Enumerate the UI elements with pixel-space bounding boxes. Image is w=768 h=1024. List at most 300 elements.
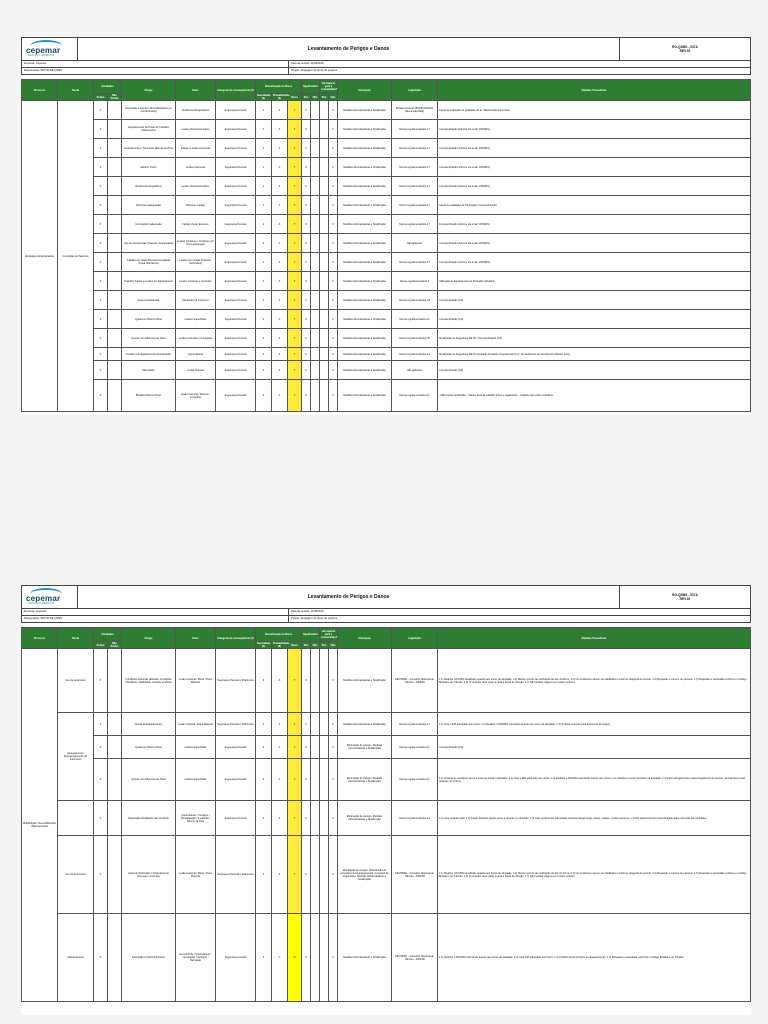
community-no-cell: X xyxy=(329,177,338,196)
col-header-significativo: Significativo xyxy=(302,628,320,642)
legislation-cell: Norma regulamentadora 6 xyxy=(392,272,438,291)
hierarchy-cell: Eliminação de perigos. Substituição de procedimentos/equipamentos. Controles de engenharia. Medidas Administrativas e Sinalização xyxy=(338,836,392,914)
routine-mark: X xyxy=(94,736,108,759)
col-header-processo: Processo xyxy=(22,80,58,101)
routine-mark: X xyxy=(94,234,108,253)
category-cell: Segurança Pessoal xyxy=(216,139,256,158)
task-cell: Uso de Automóvel xyxy=(58,649,94,713)
hierarchy-cell: Medidas Administrativas e Sinalização xyxy=(338,215,392,234)
severity-cell: 1 xyxy=(256,215,272,234)
community-yes-cell xyxy=(320,158,329,177)
hazard-cell: Água Contaminada xyxy=(122,291,176,310)
community-yes-cell xyxy=(320,177,329,196)
significant-no-cell xyxy=(311,234,320,253)
logo-name: cepemar xyxy=(26,594,61,603)
preventive-measures-cell: Conscientização (informe via email, DDS/MS). xyxy=(438,120,751,139)
col-header-tarefa: Tarefa xyxy=(58,628,94,649)
significant-yes-cell: X xyxy=(302,196,311,215)
non-routine-mark xyxy=(108,139,122,158)
routine-mark: X xyxy=(94,310,108,329)
community-no-cell: X xyxy=(329,196,338,215)
community-no-cell: X xyxy=(329,380,338,412)
community-yes-cell xyxy=(320,215,329,234)
hierarchy-cell: Medidas Administrativas e Sinalização xyxy=(338,253,392,272)
info-row-2 xyxy=(21,616,751,623)
hierarchy-cell: Eliminação de perigos. Medidas Administrativas e Sinalização xyxy=(338,801,392,836)
category-cell: Segurança Pessoal xyxy=(216,272,256,291)
severity-cell: 2 xyxy=(256,736,272,759)
preventive-measures-cell: Conscientização (informe via email, DDS/MS). xyxy=(438,139,751,158)
hazard-table-2 xyxy=(21,627,751,1002)
hierarchy-cell: Medidas Administrativas e Sinalização xyxy=(338,361,392,380)
sub-header-probabilidade: Probabilidade (3) xyxy=(273,642,290,648)
preventive-measures-cell: 1.1) Realizar LOGISIM atualizado quando aos riscos de atividade. 1.2) Manter veículo de verificação do dia conforme. 1.3) Os condutores devem ser habilitados conforme categoria do veículo. 1.4) Respeitar o número de pessoas. 1.5) Respeitar a velocidade conforme o Código Brasileiro de Trânsito. 1.6) O condutor deve parar a cada 2 horas de direção. 1.7) Não realizar viagens em horário noturno. xyxy=(438,649,751,713)
hazard-cell: Exposição a Hidrocarbonetos xyxy=(122,914,176,1002)
hazard-row xyxy=(22,914,751,1002)
non-routine-mark xyxy=(108,253,122,272)
community-yes-cell xyxy=(320,272,329,291)
logo-subtitle: SERVIÇOS AMBIENTAIS xyxy=(28,603,55,605)
routine-mark: X xyxy=(94,139,108,158)
significant-yes-cell: X xyxy=(302,329,311,348)
hazard-cell: Queda de Equipamentos xyxy=(122,713,176,736)
community-no-cell: X xyxy=(329,914,338,1002)
category-cell: Segurança Pessoal xyxy=(216,120,256,139)
damage-cell: Lesão Corporal / Entorse / Luxações xyxy=(176,380,216,412)
company-logo xyxy=(22,38,78,60)
legislation-cell: CENTRAN - Conselho Nacional de Trânsito - 2006/08 xyxy=(392,836,438,914)
legislation-cell: Não aplicável xyxy=(392,234,438,253)
hierarchy-cell: Medidas Administrativas e Sinalização xyxy=(338,158,392,177)
damage-cell: Lesão Corporal / Dano Material xyxy=(176,713,216,736)
legislation-cell: Norma regulamentadora 11 xyxy=(392,736,438,759)
community-yes-cell xyxy=(320,253,329,272)
category-cell: Segurança Pessoal xyxy=(216,736,256,759)
category-cell: Segurança Pessoal xyxy=(216,801,256,836)
hazard-cell: Queda com Diferença de Nível xyxy=(122,329,176,348)
hazard-row xyxy=(22,310,751,329)
category-cell: Segurança pessoal xyxy=(216,914,256,1002)
preventive-measures-cell: Conscientização (informe via email, DDS/MS). xyxy=(438,215,751,234)
sub-header-risco: Risco xyxy=(288,642,302,649)
hazard-table-1 xyxy=(21,79,751,412)
legislation-cell: Norma regulamentadora 21 xyxy=(392,801,438,836)
community-no-cell: X xyxy=(329,291,338,310)
routine-mark: X xyxy=(94,380,108,412)
hazard-row xyxy=(22,649,751,713)
non-routine-mark xyxy=(108,713,122,736)
task-cell: Uso de Automóvel xyxy=(58,836,94,914)
project-field: Projeto: Dragagem do berço de projetos xyxy=(291,69,338,72)
legislation-cell: Norma regulamentadora 17 xyxy=(392,253,438,272)
legislation-cell: CENTRAN - Conselho Nacional de Trânsito - 2006/08 xyxy=(392,649,438,713)
project-field: Projeto: Dragagem do berço de projetos xyxy=(291,617,338,620)
significant-no-cell xyxy=(311,139,320,158)
probability-cell: A xyxy=(272,215,288,234)
community-yes-cell xyxy=(320,101,329,120)
damage-cell: Lesões Cortosas e Cortantes xyxy=(176,272,216,291)
hazard-row xyxy=(22,272,751,291)
risk-level-cell: T xyxy=(288,329,302,348)
damage-cell: Lesões Osteomusculares xyxy=(176,177,216,196)
hierarchy-cell: Medidas Administrativas e Sinalização xyxy=(338,348,392,361)
damage-cell: Desconforto / Queimaduras / Intoxicação / Vertigem / Dermatite xyxy=(176,914,216,1002)
non-routine-mark xyxy=(108,272,122,291)
sheet-header xyxy=(21,585,751,609)
probability-cell: A xyxy=(272,759,288,801)
severity-cell: 3 xyxy=(256,836,272,914)
probability-cell: A xyxy=(272,139,288,158)
document-code-block xyxy=(620,586,750,608)
risk-level-cell: T xyxy=(288,158,302,177)
col-header-significativo: Significativo xyxy=(302,80,320,94)
col-header-categoria: Categoria de consequência (1) xyxy=(216,628,256,649)
severity-cell: 2 xyxy=(256,713,272,736)
community-no-cell: X xyxy=(329,253,338,272)
probability-cell: A xyxy=(272,736,288,759)
significant-no-cell xyxy=(311,348,320,361)
significant-yes-cell: X xyxy=(302,713,311,736)
routine-mark: X xyxy=(94,348,108,361)
col-header-tarefa: Tarefa xyxy=(58,80,94,101)
category-cell: Segurança Pessoal xyxy=(216,177,256,196)
damage-cell: Lesões por Queda (Fraturas, Contusões) xyxy=(176,253,216,272)
community-yes-cell xyxy=(320,649,329,713)
preventive-measures-cell: Conscientização (CA). xyxy=(438,736,751,759)
hazard-row xyxy=(22,253,751,272)
hazard-row xyxy=(22,101,751,120)
hazard-cell: Trabalho Sujeito a Lesões por Equipamento xyxy=(122,272,176,291)
hazard-row xyxy=(22,736,751,759)
routine-mark: X xyxy=(94,713,108,736)
col-header-legislacao: Legislação xyxy=(392,80,438,101)
hierarchy-cell: Medidas Administrativas e Sinalização xyxy=(338,291,392,310)
company-field: Empresa: Cepemar xyxy=(22,61,289,67)
hierarchy-cell: Medidas Administrativas e Sinalização xyxy=(338,649,392,713)
significant-no-cell xyxy=(311,253,320,272)
document-code: RG-QSMS - 037A xyxy=(672,593,698,597)
significant-yes-cell: X xyxy=(302,139,311,158)
non-routine-mark xyxy=(108,914,122,1002)
severity-cell: 1 xyxy=(256,253,272,272)
category-cell: Segurança Pessoal e Patrimonio xyxy=(216,713,256,736)
category-cell: Segurança Pessoal xyxy=(216,310,256,329)
damage-cell: Fadiga Visual, Estresse xyxy=(176,215,216,234)
severity-cell: 1 xyxy=(256,139,272,158)
damage-cell: Lesões Superficiais xyxy=(176,310,216,329)
legislation-cell: Norma regulamentadora 17 xyxy=(392,120,438,139)
hazard-row xyxy=(22,291,751,310)
significant-yes-cell: X xyxy=(302,380,311,412)
category-cell: Segurança Pessoal xyxy=(216,158,256,177)
sub-header-sim-impacto: Sim xyxy=(320,94,329,101)
probability-cell: A xyxy=(272,329,288,348)
severity-cell: 2 xyxy=(256,234,272,253)
col-header-legislacao: Legislação xyxy=(392,628,438,649)
sub-header-sim-impacto: Sim xyxy=(320,642,329,649)
preventive-measures-cell: Conscientização (CA). xyxy=(438,361,751,380)
community-yes-cell xyxy=(320,736,329,759)
risk-level-cell: T xyxy=(288,177,302,196)
risk-level-cell: T xyxy=(288,801,302,836)
col-header-classificacao: Classificação do Risco xyxy=(256,628,302,642)
legislation-cell: Norma regulamentadora 17 xyxy=(392,713,438,736)
community-no-cell: X xyxy=(329,361,338,380)
legislation-cell: Norma regulamentadora 11 xyxy=(392,759,438,801)
hierarchy-cell: Medidas Administrativas e Sinalização xyxy=(338,272,392,291)
severity-cell: 2 xyxy=(256,329,272,348)
sub-header-nao-impacto: Não xyxy=(329,642,338,649)
hazard-cell: Acidente Rodoviário / Atropelamento (Pessoas e Animais) xyxy=(122,836,176,914)
hazard-row xyxy=(22,158,751,177)
probability-cell: A xyxy=(272,649,288,713)
col-header-impacto: Há impacto para a comunidade? xyxy=(320,80,338,94)
hierarchy-cell: Medidas Administrativas e Sinalização xyxy=(338,177,392,196)
significant-yes-cell: X xyxy=(302,801,311,836)
col-header-atividades: Atividades xyxy=(94,80,122,94)
non-routine-mark xyxy=(108,759,122,801)
hazard-row xyxy=(22,836,751,914)
risk-level-cell: T xyxy=(288,649,302,713)
sub-header-severidade: Severidade (2) xyxy=(257,94,271,100)
hierarchy-cell: Medidas Administrativas e Sinalização xyxy=(338,914,392,1002)
legislation-cell: Norma regulamentadora 17 xyxy=(392,196,438,215)
significant-yes-cell: X xyxy=(302,272,311,291)
significant-yes-cell: X xyxy=(302,253,311,272)
significant-no-cell xyxy=(311,310,320,329)
non-routine-mark xyxy=(108,361,122,380)
preventive-measures-cell: 1.1) Realizar LOGISIM atualizado quando aos riscos de atividade. 1.2) Manter veículo de verificação do dia conforme. 1.3) Os condutores devem ser habilitados conforme categoria do veículo. 1.4) Respeitar o número de pessoas. 1.5) Respeitar a velocidade conforme o Código Brasileiro de Trânsito. 1.6) O condutor deve parar a cada 2 horas de direção. 1.7) Não realizar viagens em horário noturno. xyxy=(438,836,751,914)
hazard-cell: Contato com Equipamentos Energizados xyxy=(122,348,176,361)
damage-cell: Lesões Superficiais xyxy=(176,759,216,801)
significant-no-cell xyxy=(311,736,320,759)
damage-cell: Mal Estar por Consumo xyxy=(176,291,216,310)
risk-level-cell: T xyxy=(288,713,302,736)
legislation-cell: Norma regulamentadora 17 xyxy=(392,139,438,158)
community-no-cell: X xyxy=(329,348,338,361)
significant-yes-cell: X xyxy=(302,234,311,253)
non-routine-mark xyxy=(108,380,122,412)
col-header-hierarquia: Hierarquia xyxy=(338,80,392,101)
probability-cell: A xyxy=(272,836,288,914)
col-header-dano: Dano xyxy=(176,628,216,649)
col-header-classificacao: Classificação do Risco xyxy=(256,80,302,94)
routine-mark: X xyxy=(94,759,108,801)
significant-no-cell xyxy=(311,120,320,139)
community-yes-cell xyxy=(320,914,329,1002)
preventive-measures-cell: Conscientização (CA). xyxy=(438,291,751,310)
damage-cell: Lesão Pessoal xyxy=(176,361,216,380)
risk-level-cell: T xyxy=(288,310,302,329)
risk-level-cell: T xyxy=(288,361,302,380)
hazard-row xyxy=(22,139,751,158)
significant-no-cell xyxy=(311,649,320,713)
hierarchy-cell: Medidas Administrativas e Sinalização xyxy=(338,329,392,348)
hazard-row xyxy=(22,215,751,234)
hazard-row xyxy=(22,329,751,348)
col-header-processo: Processo xyxy=(22,628,58,649)
sub-header-nao_rotina: Não Rotina xyxy=(108,642,122,649)
hierarchy-cell: Medidas Administrativas e Sinalização xyxy=(338,713,392,736)
non-routine-mark xyxy=(108,196,122,215)
hierarchy-cell: Medidas Administrativas e Sinalização xyxy=(338,120,392,139)
responsible-field: Responsável: SETOR DE QSMS xyxy=(22,68,289,74)
task-cell xyxy=(58,801,94,836)
risk-level-cell: T xyxy=(288,736,302,759)
preventive-measures-cell: Conscientização (informe via email, DDS/MS). xyxy=(438,177,751,196)
hazard-row xyxy=(22,713,751,736)
hierarchy-cell: Medidas Administrativas e Sinalização xyxy=(338,196,392,215)
sub-header-nao: Não xyxy=(311,94,320,101)
damage-cell: Estresse, Fadiga xyxy=(176,196,216,215)
preventive-measures-cell: Sinalização de Segurança NR 35 / Conscientização (CA). xyxy=(438,329,751,348)
damage-cell: Lesões Cortosas e Contusões xyxy=(176,329,216,348)
hazard-sheet-page-2 xyxy=(21,585,751,1015)
category-cell: Segurança Pessoal xyxy=(216,329,256,348)
legislation-cell: Norma regulamentadora 10 xyxy=(392,348,438,361)
damage-cell: Problemas Respiratórios xyxy=(176,101,216,120)
document-title: Levantamento de Perigos e Danos xyxy=(78,586,620,608)
significant-no-cell xyxy=(311,329,320,348)
damage-cell: Lesões Osteomusculares xyxy=(176,120,216,139)
community-no-cell: X xyxy=(329,736,338,759)
risk-level-cell: T xyxy=(288,759,302,801)
community-no-cell: X xyxy=(329,120,338,139)
col-header-impacto: Há impacto para a comunidade? xyxy=(320,628,338,642)
community-no-cell: X xyxy=(329,649,338,713)
hierarchy-cell: Medidas Administrativas e Sinalização xyxy=(338,234,392,253)
col-header-perigo: Perigo xyxy=(122,628,176,649)
community-yes-cell xyxy=(320,361,329,380)
hazard-cell: Movimentos Repetitivos xyxy=(122,177,176,196)
significant-no-cell xyxy=(311,158,320,177)
col-header-medidas: Medidas Preventivas xyxy=(438,80,751,101)
logo-subtitle: SERVIÇOS AMBIENTAIS xyxy=(28,55,55,57)
probability-cell: A xyxy=(272,713,288,736)
significant-no-cell xyxy=(311,291,320,310)
probability-cell: A xyxy=(272,120,288,139)
severity-cell: 2 xyxy=(256,291,272,310)
category-cell: Segurança Pessoal xyxy=(216,215,256,234)
hazard-cell: Queda em Mesmo Nível xyxy=(122,310,176,329)
legislation-cell: Norma regulamentadora 17 xyxy=(392,177,438,196)
preventive-measures-cell: 1.1) Usar protetor solar. 1.2) Ingerir bastante líquido antes e durante a exposição. 1.3) Usar vestimentas adequadas (camisa manga longa, calças, chapéu, óculos escuros). 1.4) Dar preferência por local abrigado para execução das atividades. xyxy=(438,801,751,836)
community-no-cell: X xyxy=(329,139,338,158)
category-cell: Segurança Pessoal xyxy=(216,196,256,215)
community-yes-cell xyxy=(320,120,329,139)
community-yes-cell xyxy=(320,234,329,253)
hazard-cell: Equipamentos de Posto de Trabalho Inadequados xyxy=(122,120,176,139)
community-yes-cell xyxy=(320,380,329,412)
col-header-perigo: Perigo xyxy=(122,80,176,101)
col-header-categoria: Categoria de consequência (1) xyxy=(216,80,256,101)
legislation-cell: Portaria Federal 3523/98 ANVISA (Resolução RE9) xyxy=(392,101,438,120)
hazard-cell: Condições Adversas (Estrada, Condições Climáticas, Visibilidade, Animais na Pista) xyxy=(122,649,176,713)
preventive-measures-cell: Laudo de avaliação de qualidade do ar. Manutenção preventiva. xyxy=(438,101,751,120)
probability-cell: A xyxy=(272,310,288,329)
community-no-cell: X xyxy=(329,101,338,120)
routine-mark: X xyxy=(94,801,108,836)
preventive-measures-cell: Utilização de Equipamento de Proteção Individual. xyxy=(438,272,751,291)
task-cell: Abastecimento xyxy=(58,914,94,1002)
document-revision: REV.02 xyxy=(679,49,691,53)
document-code-block xyxy=(620,38,750,60)
damage-cell: Lesões Cortosas e Cortantes por Uso Inadequado xyxy=(176,234,216,253)
sub-header-risco: Risco xyxy=(288,94,302,101)
category-cell: Segurança Pessoal xyxy=(216,234,256,253)
community-yes-cell xyxy=(320,713,329,736)
risk-level-cell: T xyxy=(288,836,302,914)
hazard-row xyxy=(22,801,751,836)
probability-cell: A xyxy=(272,234,288,253)
preventive-measures-cell: - Mão interior sinalizada; - Manter local de trabalho limpo e organizado; - Cuidado com pisos molhados. xyxy=(438,380,751,412)
non-routine-mark xyxy=(108,836,122,914)
severity-cell: 2 xyxy=(256,272,272,291)
risk-level-cell: T xyxy=(288,291,302,310)
sub-header-nao_rotina: Não Rotina xyxy=(108,94,122,101)
probability-cell: A xyxy=(272,291,288,310)
preventive-measures-cell: 1.1) Usar o EPI adequado aos riscos. 1.2) Realizar o DDS/MS orientando quanto aos riscos da atividade. 1.3) Ordenar pessoas para transporte de cargas. xyxy=(438,713,751,736)
probability-cell: A xyxy=(272,253,288,272)
hazard-row xyxy=(22,380,751,412)
routine-mark: X xyxy=(94,196,108,215)
community-yes-cell xyxy=(320,196,329,215)
hierarchy-cell: Medidas Administrativas e Sinalização xyxy=(338,101,392,120)
hazard-cell: Trabalho em Superfícies Escorregadias (Copa, Banheiros) xyxy=(122,253,176,272)
sub-header-rotina: Rotina xyxy=(94,642,108,649)
severity-cell: 1 xyxy=(256,177,272,196)
preventive-measures-cell: 1.1) Verificar as condições do piso antes de iniciar a atividade. 1.2) Usar o EPI adequado aos riscos. 1.3) Realizar o DDS/MS orientando quanto aos riscos e os cuidados a serem tomados na atividade. 1.4) Para carregamento e descarregamento do veículo, deverá haver duas pessoas no mínimo. xyxy=(438,759,751,801)
community-yes-cell xyxy=(320,348,329,361)
probability-cell: A xyxy=(272,196,288,215)
category-cell: Segurança Pessoal xyxy=(216,101,256,120)
risk-level-cell: T xyxy=(288,272,302,291)
category-cell: Segurança Pessoal xyxy=(216,380,256,412)
risk-level-cell: T xyxy=(288,215,302,234)
severity-cell: 2 xyxy=(256,361,272,380)
col-header-hierarquia: Hierarquia xyxy=(338,628,392,649)
hazard-row xyxy=(22,348,751,361)
severity-cell: 2 xyxy=(256,348,272,361)
significant-yes-cell: X xyxy=(302,291,311,310)
non-routine-mark xyxy=(108,177,122,196)
community-no-cell: X xyxy=(329,234,338,253)
community-yes-cell xyxy=(320,759,329,801)
severity-cell: 1 xyxy=(256,120,272,139)
significant-yes-cell: X xyxy=(302,120,311,139)
community-no-cell: X xyxy=(329,836,338,914)
category-cell: Segurança Pessoal xyxy=(216,361,256,380)
hierarchy-cell: Eliminação de perigos. Medidas Administrativas e Sinalização xyxy=(338,736,392,759)
significant-yes-cell: X xyxy=(302,361,311,380)
category-cell: Segurança Pessoal e Patrimonio xyxy=(216,649,256,713)
risk-level-cell: T xyxy=(288,234,302,253)
hazard-cell: Queda com Diferença de Nível xyxy=(122,759,176,801)
hazard-row xyxy=(22,177,751,196)
non-routine-mark xyxy=(108,158,122,177)
preventive-measures-cell: Conscientização (CA). xyxy=(438,310,751,329)
legislation-cell: Norma regulamentadora 17 xyxy=(392,215,438,234)
non-routine-mark xyxy=(108,801,122,836)
significant-yes-cell: X xyxy=(302,736,311,759)
community-yes-cell xyxy=(320,329,329,348)
sub-header-nao-impacto: Não xyxy=(329,94,338,101)
routine-mark: X xyxy=(94,836,108,914)
non-routine-mark xyxy=(108,348,122,361)
responsible-field: Responsável: SETOR DE QSMS xyxy=(22,616,289,622)
legislation-cell: Norma regulamentadora 17 xyxy=(392,158,438,177)
document-title: Levantamento de Perigos e Danos xyxy=(78,38,620,60)
